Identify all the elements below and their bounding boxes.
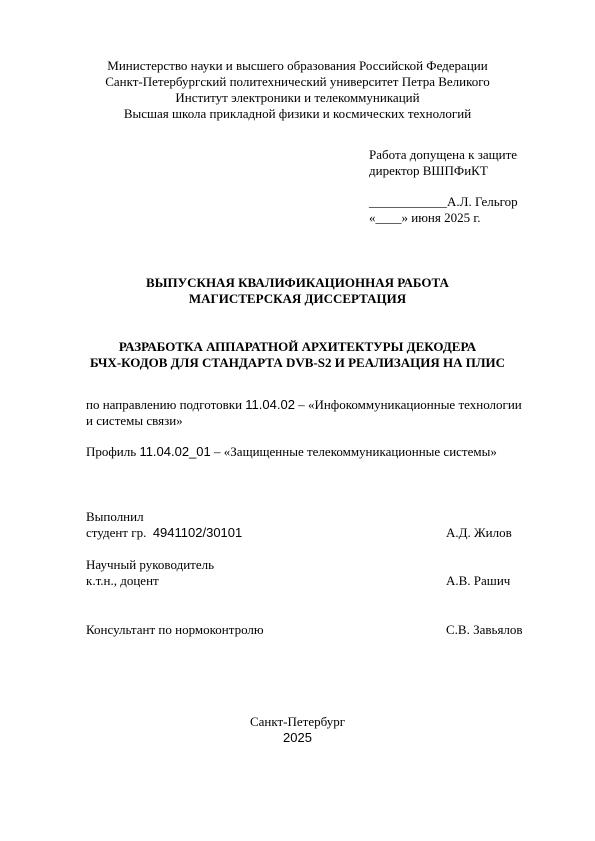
date-open-quote: « [369,210,376,225]
performed-label: Выполнил [86,509,144,524]
profile-rest: – «Защищенные телекоммуникационные системы» [210,444,497,459]
ministry-line: Министерство науки и высшего образования Российской Федерации [107,58,488,73]
profile-prefix: Профиль [86,444,140,459]
consultant-name: С.В. Завьялов [446,622,523,637]
supervisor-name: А.В. Рашич [446,573,511,588]
supervisor-title: к.т.н., доцент [86,573,159,588]
footer-city: Санкт-Петербург [249,714,346,729]
university-line: Санкт-Петербургский политехнический университет Петра Великого [105,74,490,89]
topic-line-2: БЧХ-КОДОВ ДЛЯ СТАНДАРТА DVB-S2 И РЕАЛИЗАЦИЯ НА ПЛИС [89,355,506,370]
approval-line-2: директор ВШПФиКТ [369,163,488,178]
footer-year: 2025 [283,730,312,745]
approval-date-line [369,210,480,226]
student-line [86,525,242,541]
school-line: Высшая школа прикладной физики и космических технологий [123,106,472,121]
direction-line-2: и системы связи» [86,413,183,428]
approval-signer: А.Л. Гельгор [447,194,518,209]
student-name: А.Д. Жилов [446,525,512,540]
profile-line [86,444,497,460]
date-rest: » июня 2025 г. [401,210,481,225]
student-label: студент гр. [86,525,153,540]
direction-line-1 [86,397,522,413]
approval-line-1: Работа допущена к защите [369,147,518,162]
work-type-line-2: МАГИСТЕРСКАЯ ДИССЕРТАЦИЯ [188,291,407,306]
approval-signature-line [369,194,518,210]
supervisor-label: Научный руководитель [86,557,215,572]
direction-code: 11.04.02 [245,397,295,412]
direction-rest: – «Инфокоммуникационные технологии [294,397,522,412]
direction-prefix: по направлению подготовки [86,397,246,412]
profile-code: 11.04.02_01 [139,444,211,459]
student-group: 4941102/30101 [152,525,243,540]
signature-blank: ____________ [369,194,447,209]
institute-line: Институт электроники и телекоммуникаций [175,90,420,105]
topic-line-1: РАЗРАБОТКА АППАРАТНОЙ АРХИТЕКТУРЫ ДЕКОДЕРА [118,339,477,354]
consultant-label: Консультант по нормоконтролю [86,622,264,637]
work-type-line-1: ВЫПУСКНАЯ КВАЛИФИКАЦИОННАЯ РАБОТА [146,275,449,290]
date-blank: ____ [375,210,402,225]
